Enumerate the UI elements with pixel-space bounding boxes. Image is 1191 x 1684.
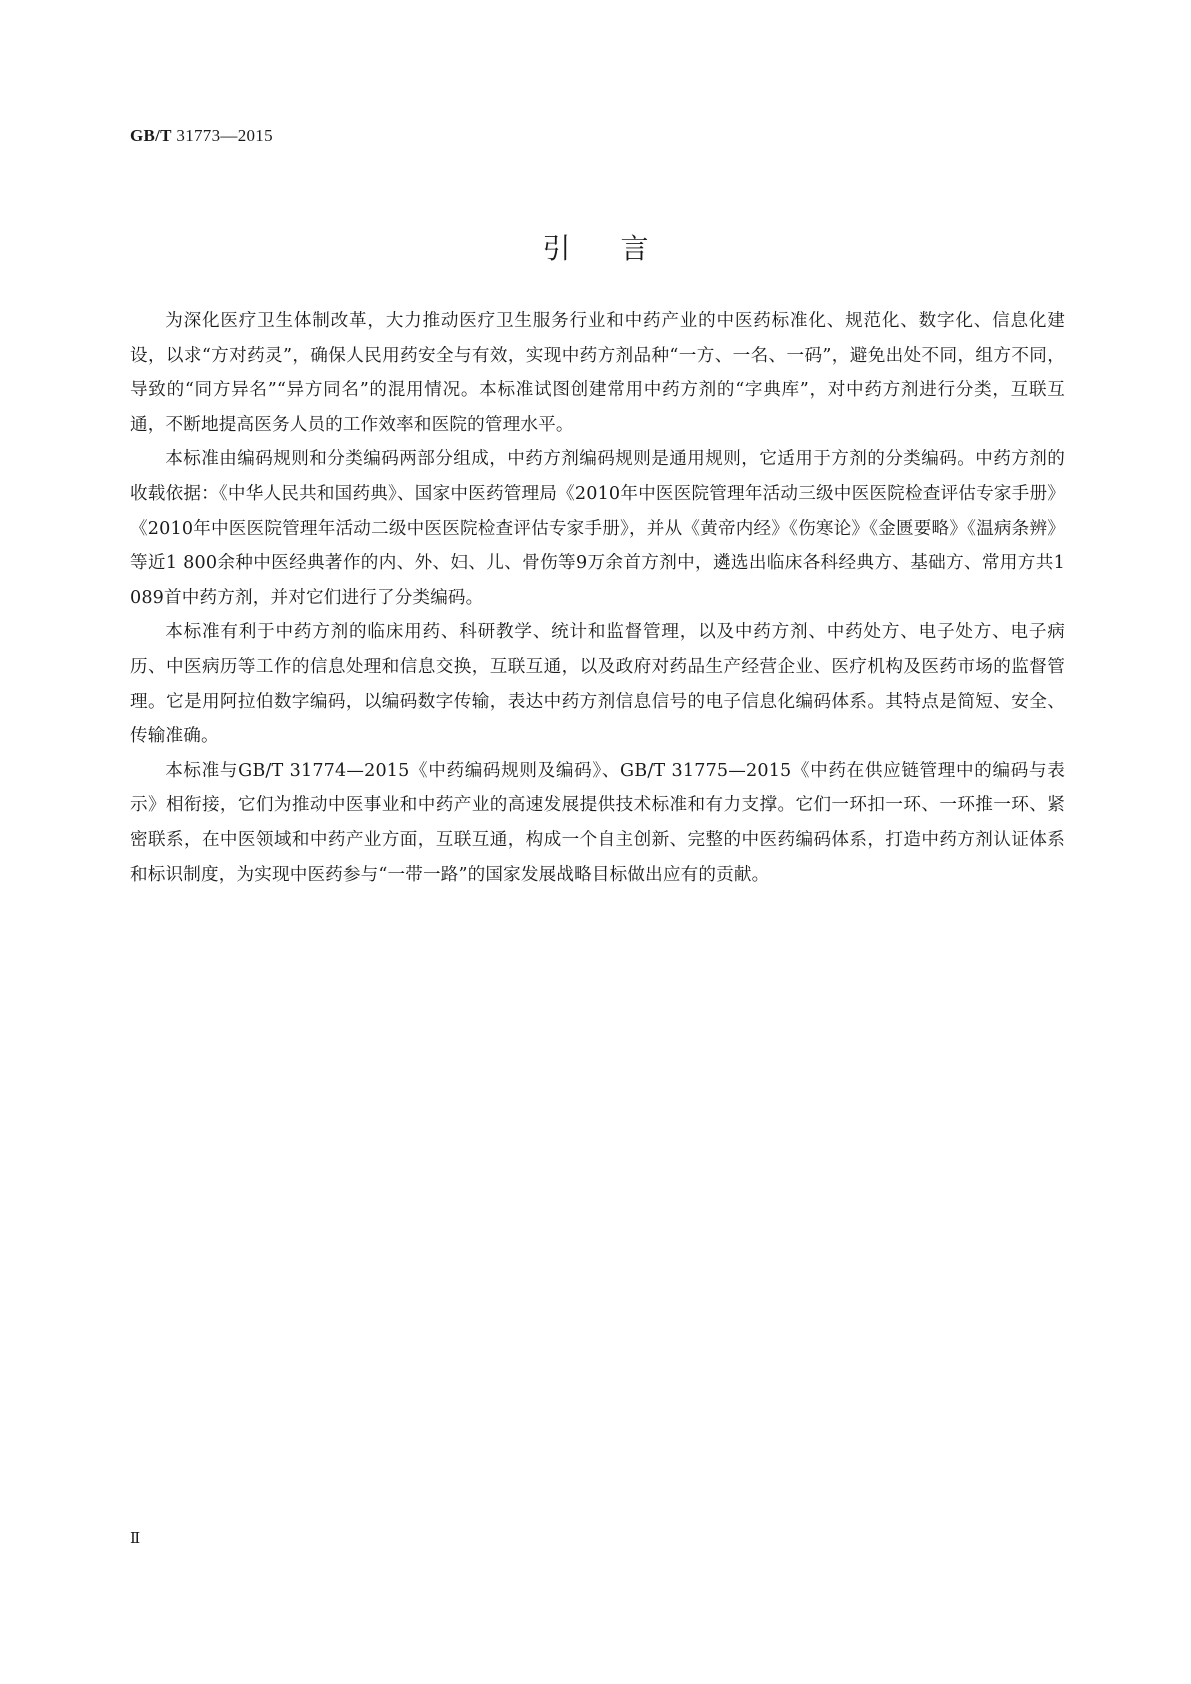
paragraph-4: 本标准与GB/T 31774—2015《中药编码规则及编码》、GB/T 31775—2015《中药在供应链管理中的编码与表示》相衔接，它们为推动中医事业和中药产业的高速发展提供技术标准和有力支撑。它们一环扣一环、一环推一环、紧密联系，在中医领域和中药产业方面，互联互通，构成一个自主创新、完整的中医药编码体系，打造中药方剂认证体系和标识制度，为实现中医药参与“一带一路”的国家发展战略目标做出应有的贡献。 <box>130 760 1065 885</box>
paragraph-1: 为深化医疗卫生体制改革，大力推动医疗卫生服务行业和中药产业的中医药标准化、规范化、数字化、信息化建设，以求“方对药灵”，确保人民用药安全与有效，实现中药方剂品种“一方、一名、一码”，避免出处不同，组方不同，导致的“同方异名”“异方同名”的混用情况。本标准试图创建常用中药方剂的“字典库”，对中药方剂进行分类，互联互通，不断地提高医务人员的工作效率和医院的管理水平。 <box>130 311 1065 435</box>
document-code-number: 31773—2015 <box>176 126 273 145</box>
page-number: Ⅱ <box>130 1531 141 1547</box>
document-code <box>130 126 273 146</box>
section-title: 引言 <box>542 232 699 265</box>
paragraph-3: 本标准有利于中药方剂的临床用药、科研教学、统计和监督管理，以及中药方剂、中药处方、电子处方、电子病历、中医病历等工作的信息处理和信息交换，互联互通，以及政府对药品生产经营企业、医疗机构及医药市场的监督管理。它是用阿拉伯数字编码，以编码数字传输，表达中药方剂信息信号的电子信息化编码体系。其特点是简短、安全、传输准确。 <box>130 622 1065 747</box>
paragraph-2: 本标准由编码规则和分类编码两部分组成，中药方剂编码规则是通用规则，它适用于方剂的分类编码。中药方剂的收载依据：《中华人民共和国药典》、国家中医药管理局《2010年中医医院管理年活动三级中医医院检查评估专家手册》《2010年中医医院管理年活动二级中医医院检查评估专家手册》，并从《黄帝内经》《伤寒论》《金匮要略》《温病条辨》等近1 800余种中医经典著作的内、外、妇、儿、骨伤等9万余首方剂中，遴选出临床各科经典方、基础方、常用方共1 089首中药方剂，并对它们进行了分类编码。 <box>130 449 1065 608</box>
document-code-prefix: GB/T <box>130 126 172 145</box>
body-text <box>130 304 1065 892</box>
